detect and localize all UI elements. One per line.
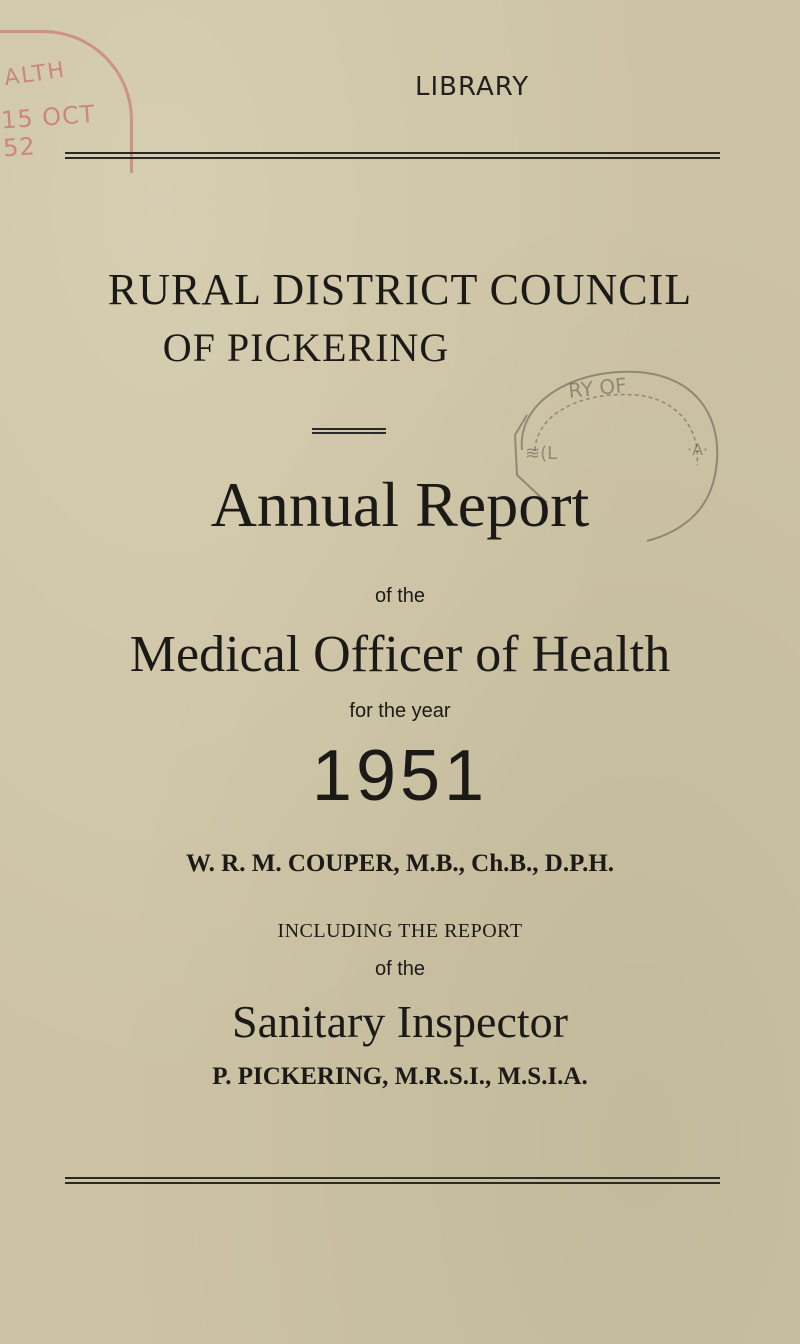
stamp-date: 15 OCT 52 bbox=[0, 99, 97, 163]
seal-fragment-left: ≋(L bbox=[525, 443, 558, 464]
inspector-name: P. PICKERING, M.R.S.I., M.S.I.A. bbox=[212, 1063, 588, 1090]
library-label: LIBRARY bbox=[415, 72, 530, 102]
supplement-subject: Sanitary Inspector bbox=[232, 996, 568, 1047]
short-double-rule bbox=[312, 428, 386, 434]
report-year: 1951 bbox=[311, 736, 489, 816]
of-the-label-2: of the bbox=[374, 958, 426, 980]
library-received-stamp bbox=[0, 20, 130, 163]
seal-inner-arc bbox=[535, 395, 697, 465]
author-name: W. R. M. COUPER, M.B., Ch.B., D.P.H. bbox=[185, 850, 615, 877]
seal-fragment-right: ·A· bbox=[687, 440, 709, 459]
council-title-line2: OF PICKERING bbox=[162, 325, 450, 370]
for-the-year-label: for the year bbox=[349, 700, 451, 722]
report-heading: Annual Report bbox=[210, 469, 590, 540]
including-label: INCLUDING THE REPORT bbox=[277, 920, 523, 942]
of-the-label: of the bbox=[374, 585, 426, 607]
stamp-text-top: ALTH bbox=[2, 57, 68, 92]
top-double-rule bbox=[65, 152, 720, 159]
council-title: RURAL DISTRICT COUNCIL bbox=[107, 265, 693, 314]
report-subject: Medical Officer of Health bbox=[129, 626, 671, 683]
seal-text: RY OF bbox=[567, 372, 628, 403]
bottom-double-rule bbox=[65, 1177, 720, 1184]
